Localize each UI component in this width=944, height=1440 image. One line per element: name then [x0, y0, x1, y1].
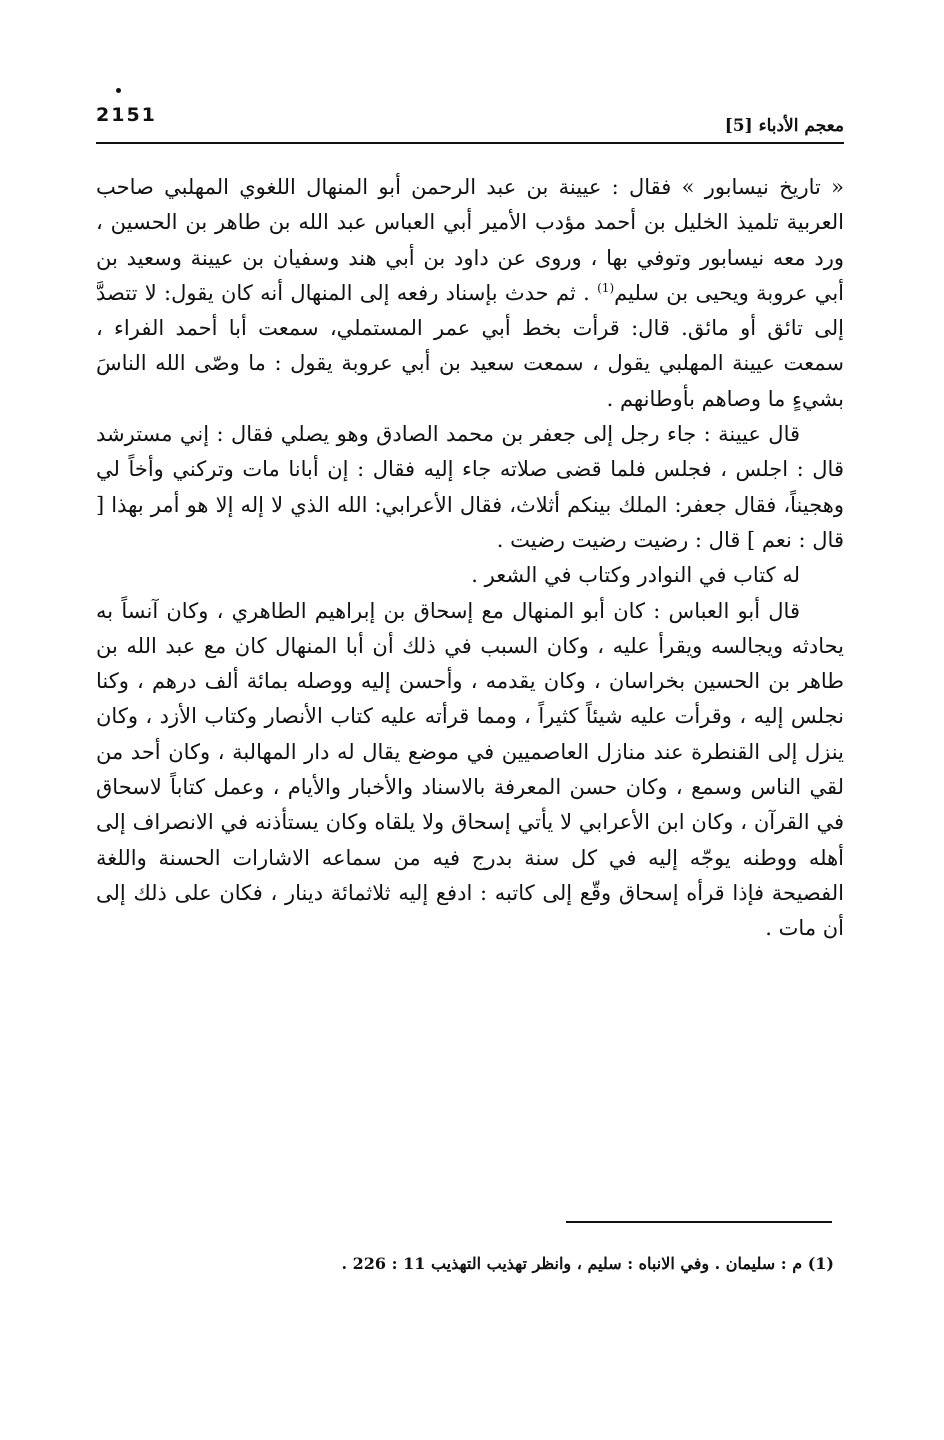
header-rule — [96, 142, 844, 144]
paragraph-1-text-b: . ثم حدث بإسناد رفعه إلى المنهال أنه كان يقول: لا تتصدَّ إلى تائق أو مائق. قال: قرأت بخط أبي عمر المستملي، سمعت أبا أحمد الفراء ، سمعت عيينة المهلبي يقول ، سمعت سعيد بن أبي عروبة يقول : ما وصّى الله الناسَ بشيءٍ ما وصاهم بأوطانهم . — [96, 280, 844, 411]
paragraph-2: قال عيينة : جاء رجل إلى جعفر بن محمد الصادق وهو يصلي فقال : إني مسترشد قال : اجلس ، فجلس فلما قضى صلاته جاء إليه فقال : إن أبانا مات وتركني وأخاً لي وهجيناً، فقال جعفر: الملك بينكم أثلاث، فقال الأعرابي: الله الذي لا إله إلا هو أمر بهذا [ قال : نعم ] قال : رضيت رضيت رضيت . — [96, 422, 844, 552]
paragraph-3: له كتاب في النوادر وكتاب في الشعر . — [471, 563, 800, 588]
page-mark-dot — [116, 88, 121, 93]
footnote-rule — [566, 1221, 832, 1223]
paragraph-1-text-a: « تاريخ نيسابور » فقال : عيينة بن عبد الرحمن أبو المنهال اللغوي المهلبي صاحب العربية تلميذ الخليل بن أحمد مؤدب الأمير أبي العباس عبد الله بن طاهر بن الحسين ، ورد معه نيسابور وتوفي بها ، وروى عن داود بن أبي هند وسفيان بن عيينة وسعيد بن أبي عروبة ويحيى بن سليم — [96, 175, 844, 305]
paragraph-1 — [96, 170, 844, 417]
paragraph-4: قال أبو العباس : كان أبو المنهال مع إسحاق بن إبراهيم الطاهري ، وكان آنساً به يحادثه ويجالسه ويقرأ عليه ، وكان السبب في ذلك أن أبا المنهال كان مع عبد الله بن طاهر بن الحسين بخراسان ، وكان يقدمه ، وأحسن إليه ووصله بمائة ألف درهم ، وكنا نجلس إليه ، وقرأت عليه شيئاً كثيراً ، ومما قرأته عليه كتاب الأنصار وكتاب الأزد ، وكان ينزل إلى القنطرة عند منازل العاصميين في موضع يقال له دار المهالبة ، وكان أحد من لقي الناس وسمع ، وكان حسن المعرفة بالاسناد والأخبار والأيام ، وعمل كتاباً لاسحاق في القرآن ، وكان ابن الأعرابي لا يأتي إسحاق ولا يلقاه وكان يستأذنه في الانصراف إلى أهله ووطنه يوجّه إليه في كل سنة بدرج فيه من سماعه الاشارات الحسنة واللغة الفصيحة فإذا قرأه إسحاق وقّع إلى كاتبه : ادفع إليه ثلاثمائة دينار ، فكان على ذلك إلى أن مات . — [96, 598, 844, 941]
main-text — [96, 170, 844, 947]
running-title: معجم الأدباء [5] — [724, 116, 844, 136]
footnote-reference: (1) — [597, 280, 615, 295]
footnote: (1) م : سليمان . وفي الانباه : سليم ، وانظر تهذيب التهذيب 11 : 226 . — [341, 1254, 834, 1273]
page-number: 2151 — [96, 104, 157, 126]
